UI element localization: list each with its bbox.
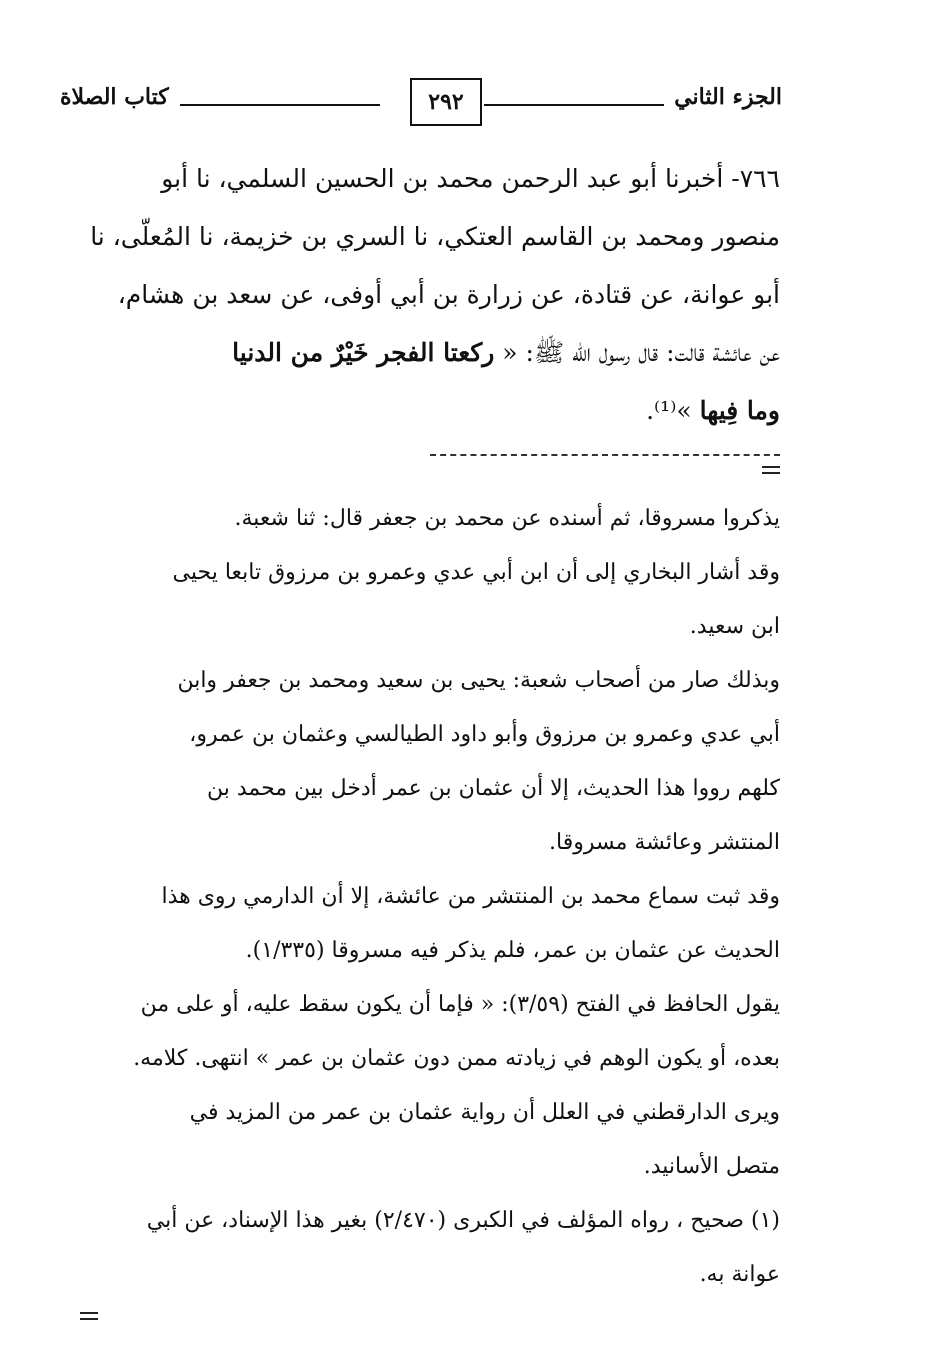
equals-mark-top: [762, 466, 780, 468]
footnote-line: (١) صحيح ، رواه المؤلف في الكبرى (٢/٤٧٠) بغير هذا الإسناد، عن أبي: [146, 1208, 780, 1233]
hadith-quote-close: »⁽¹⁾.: [646, 396, 692, 425]
section-separator: [430, 454, 780, 456]
commentary-text: [68, 492, 780, 1194]
page-number-box: [410, 78, 482, 126]
book-title: كتاب الصلاة: [60, 84, 169, 110]
hadith-quote-bold: ركعتا الفجر خَيْرٌ من الدنيا: [232, 338, 495, 367]
note-line: بعده، أو يكون الوهم في زيادته ممن دون عثمان بن عمر » انتهى. كلامه.: [133, 1046, 780, 1071]
end-mark-top: [80, 1312, 98, 1314]
note-line: وبذلك صار من أصحاب شعبة: يحيى بن سعيد ومحمد بن جعفر وابن: [177, 668, 780, 693]
page-header: [60, 78, 782, 128]
equals-mark-bottom: [762, 472, 780, 474]
note-line: متصل الأسانيد.: [643, 1154, 780, 1179]
end-mark-bottom: [80, 1318, 98, 1320]
volume-title: الجزء الثاني: [674, 84, 782, 110]
note-line: أبي عدي وعمرو بن مرزوق وأبو داود الطيالسي وعثمان بن عمرو،: [189, 722, 780, 747]
note-line: الحديث عن عثمان بن عمر، فلم يذكر فيه مسروقا (١/٣٣٥).: [245, 938, 780, 963]
note-line: ويرى الدارقطني في العلل أن رواية عثمان بن عمر من المزيد في: [189, 1100, 780, 1125]
hadith-quote-end-bold: وما فِيها: [699, 396, 780, 425]
note-line: ابن سعيد.: [689, 614, 780, 639]
hadith-line: أبو عوانة، عن قتادة، عن زرارة بن أبي أوفى، عن سعد بن هشام،: [117, 280, 780, 309]
hadith-text: [68, 150, 780, 440]
header-rule-right: [484, 104, 664, 106]
hadith-line: [68, 382, 780, 440]
note-line: يقول الحافظ في الفتح (٣/٥٩): « فإما أن يكون سقط عليه، أو على من: [140, 992, 780, 1017]
hadith-line: [68, 324, 780, 382]
note-line: المنتشر وعائشة مسروقا.: [549, 830, 780, 855]
header-rule-left: [180, 104, 380, 106]
hadith-line-plain: عن عائشة قالت: قال رسول الله ﷺ: «: [502, 338, 780, 367]
page-number: ٢٩٢: [428, 89, 464, 115]
footnote: [68, 1194, 780, 1302]
note-line: وقد ثبت سماع محمد بن المنتشر من عائشة، إلا أن الدارمي روى هذا: [161, 884, 780, 909]
footnote-line: عوانة به.: [699, 1262, 780, 1287]
hadith-line: ٧٦٦- أخبرنا أبو عبد الرحمن محمد بن الحسين السلمي، نا أبو: [161, 164, 780, 193]
hadith-line: منصور ومحمد بن القاسم العتكي، نا السري بن خزيمة، نا المُعلّى، نا: [90, 222, 780, 251]
note-line: وقد أشار البخاري إلى أن ابن أبي عدي وعمرو بن مرزوق تابعا يحيى: [172, 560, 780, 585]
note-line: يذكروا مسروقا، ثم أسنده عن محمد بن جعفر قال: ثنا شعبة.: [234, 506, 780, 531]
note-line: كلهم رووا هذا الحديث، إلا أن عثمان بن عمر أدخل بين محمد بن: [206, 776, 780, 801]
